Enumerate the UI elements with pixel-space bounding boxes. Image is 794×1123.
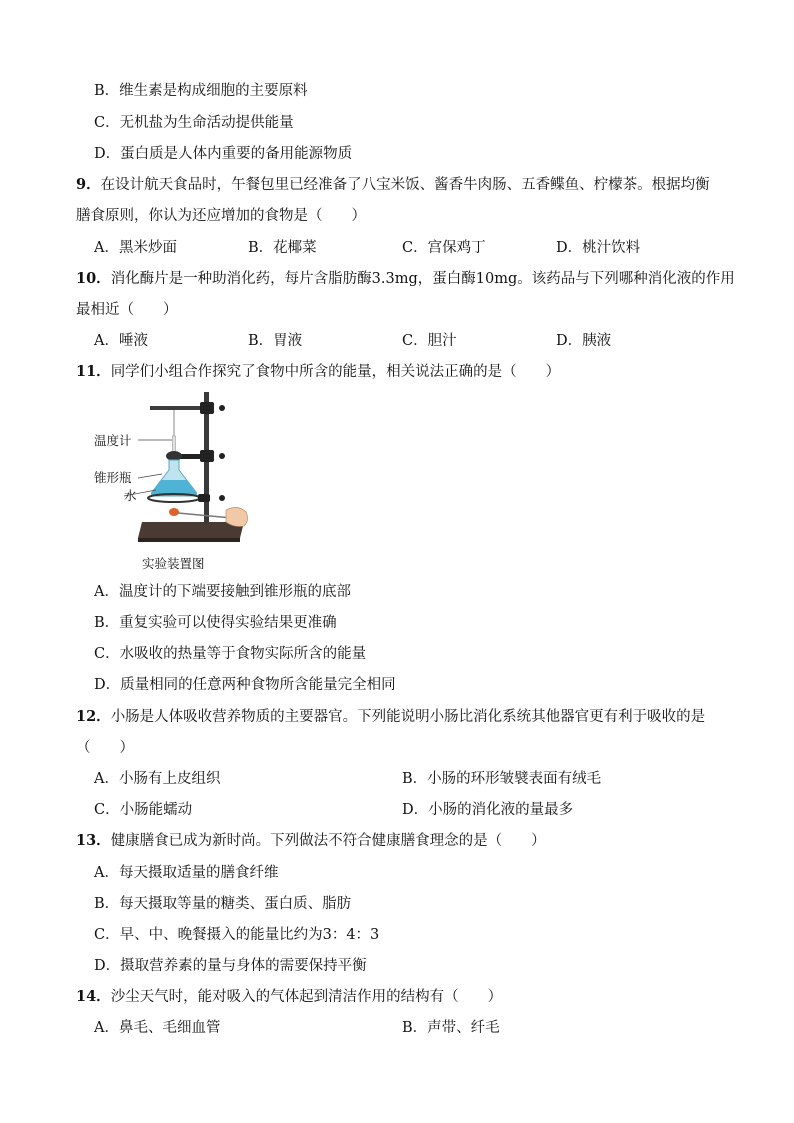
q14-stem <box>76 986 502 1008</box>
q12-option-a: A．小肠有上皮组织 <box>94 771 221 787</box>
stand-base <box>138 522 244 538</box>
q9-option-c: C．宫保鸡丁 <box>402 240 486 256</box>
q12-stem-text: 小肠是人体吸收营养物质的主要器官。下列能说明小肠比消化系统其他器官更有利于吸收的是 <box>110 709 706 725</box>
q10-stem-line2: 最相近（ ） <box>76 302 178 318</box>
q11-stem <box>76 361 560 383</box>
q13-option-d: D．摄取营养素的量与身体的需要保持平衡 <box>94 958 367 974</box>
q14-stem-text: 沙尘天气时，能对吸入的气体起到清洁作用的结构有（ ） <box>110 989 503 1005</box>
q12-stem-line2: （ ） <box>76 740 134 756</box>
q11-option-d: D．质量相同的任意两种食物所含能量完全相同 <box>94 677 396 693</box>
q8-option-b: B．维生素是构成细胞的主要原料 <box>94 83 308 99</box>
q9-option-d: D．桃汁饮料 <box>556 240 641 256</box>
q9-option-a: A．黑米炒面 <box>94 240 177 256</box>
q12-stem-line1 <box>76 706 705 728</box>
q12-option-b: B．小肠的环形皱襞表面有绒毛 <box>402 771 602 787</box>
q10-option-c: C．胆汁 <box>402 333 457 349</box>
experiment-apparatus-figure <box>94 390 254 576</box>
q10-option-d: D．胰液 <box>556 333 612 349</box>
q9-stem-text: 在设计航天食品时，午餐包里已经准备了八宝米饭、酱香牛肉肠、五香鲽鱼、柠檬茶。根据均衡 <box>100 177 710 193</box>
label-thermometer: 温度计 <box>94 433 132 448</box>
label-flask: 锥形瓶 <box>94 470 132 485</box>
q14-option-b: B．声带、纤毛 <box>402 1020 500 1036</box>
q11-option-b: B．重复实验可以使得实验结果更准确 <box>94 615 337 631</box>
label-water: 水 <box>124 488 137 503</box>
q11-number: 11． <box>76 363 111 380</box>
q14-number: 14． <box>76 988 111 1005</box>
q10-stem-line1 <box>76 268 735 290</box>
q8-option-d: D．蛋白质是人体内重要的备用能源物质 <box>94 146 353 162</box>
q10-option-a: A．唾液 <box>94 333 148 349</box>
q10-option-b: B．胃液 <box>248 333 303 349</box>
q12-option-c: C．小肠能蠕动 <box>94 802 193 818</box>
burning-food <box>169 508 179 516</box>
q9-option-b: B．花椰菜 <box>248 240 317 256</box>
q11-stem-text: 同学们小组合作探究了食物中所含的能量，相关说法正确的是（ ） <box>110 364 561 380</box>
q14-option-a: A．鼻毛、毛细血管 <box>94 1020 221 1036</box>
q9-stem-line1 <box>76 174 710 196</box>
q13-stem <box>76 830 546 852</box>
q13-option-a: A．每天摄取适量的膳食纤维 <box>94 865 279 881</box>
q12-option-d: D．小肠的消化液的量最多 <box>402 802 574 818</box>
q13-option-c: C．早、中、晚餐摄入的能量比约为3：4：3 <box>94 927 380 943</box>
q11-option-a: A．温度计的下端要接触到锥形瓶的底部 <box>94 584 351 600</box>
hand-shape <box>226 507 248 526</box>
q8-option-c: C．无机盐为生命活动提供能量 <box>94 115 294 131</box>
q13-option-b: B．每天摄取等量的糖类、蛋白质、脂肪 <box>94 896 352 912</box>
q11-option-c: C．水吸收的热量等于食物实际所含的能量 <box>94 646 367 662</box>
q9-stem-line2: 膳食原则，你认为还应增加的食物是（ ） <box>76 208 366 224</box>
q13-number: 13． <box>76 832 111 849</box>
figure-caption: 实验装置图 <box>142 556 205 571</box>
q9-number: 9． <box>76 176 101 193</box>
q10-stem-text: 消化酶片是一种助消化药，每片含脂肪酶3.3mg，蛋白酶10mg。该药品与下列哪种消化液的作用 <box>110 271 735 287</box>
q12-number: 12． <box>76 708 111 725</box>
q10-number: 10． <box>76 270 111 287</box>
q13-stem-text: 健康膳食已成为新时尚。下列做法不符合健康膳食理念的是（ ） <box>110 833 546 849</box>
